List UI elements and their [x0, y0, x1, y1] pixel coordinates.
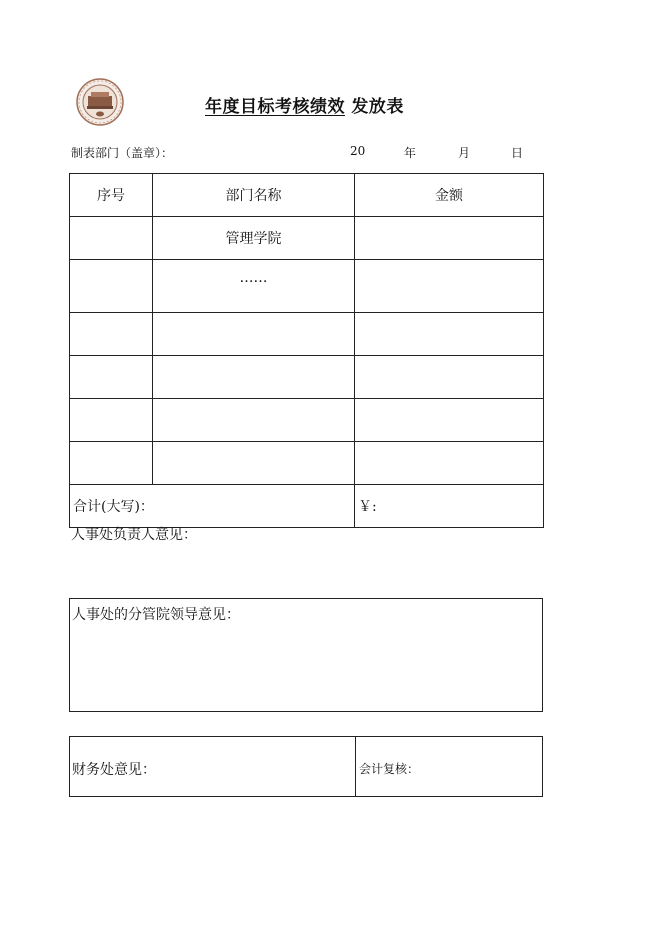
table-row	[70, 217, 544, 260]
cell-amount[interactable]	[355, 313, 544, 356]
cell-index[interactable]	[70, 217, 153, 260]
table-row	[70, 356, 544, 399]
total-row	[70, 485, 544, 528]
page-title	[205, 92, 404, 117]
cell-index[interactable]	[70, 313, 153, 356]
finance-opinion-label: 财务处意见：	[72, 762, 156, 778]
table-header-row	[70, 174, 544, 217]
cell-department[interactable]	[153, 399, 355, 442]
date-year-prefix: 20	[350, 144, 366, 158]
cell-index[interactable]	[70, 399, 153, 442]
hr-head-opinion-label: 人事处负责人意见：	[71, 527, 197, 543]
cell-amount[interactable]	[355, 356, 544, 399]
table-row	[70, 260, 544, 313]
cell-department[interactable]: 管理学院	[153, 217, 355, 260]
cell-index[interactable]	[70, 442, 153, 485]
cell-amount[interactable]	[355, 260, 544, 313]
table-row	[70, 399, 544, 442]
cell-department[interactable]	[153, 442, 355, 485]
header-index: 序号	[70, 174, 153, 217]
date-month-label: 月	[458, 146, 471, 160]
dept-label: 制表部门（盖章）：	[71, 146, 174, 160]
cell-amount[interactable]	[355, 217, 544, 260]
cell-department[interactable]	[153, 356, 355, 399]
university-seal-logo	[76, 78, 124, 126]
date-year-label: 年	[404, 146, 417, 160]
table-row	[70, 442, 544, 485]
title-main: 年度目标考核绩效	[205, 97, 345, 117]
finance-review-box	[69, 736, 543, 797]
total-currency[interactable]: ￥:	[355, 485, 544, 528]
cell-amount[interactable]	[355, 399, 544, 442]
finance-divider	[355, 737, 356, 796]
accounting-review-label: 会计复核：	[359, 762, 420, 776]
cell-amount[interactable]	[355, 442, 544, 485]
payment-table	[69, 173, 544, 528]
table-row	[70, 313, 544, 356]
cell-department[interactable]: ……	[153, 260, 355, 313]
header-amount: 金额	[355, 174, 544, 217]
hr-leader-opinion-box[interactable]	[69, 598, 543, 712]
total-label: 合计(大写)：	[70, 485, 355, 528]
hr-leader-opinion-label: 人事处的分管院领导意见：	[72, 607, 240, 623]
cell-index[interactable]	[70, 356, 153, 399]
date-day-label: 日	[511, 146, 524, 160]
cell-department[interactable]	[153, 313, 355, 356]
header-department: 部门名称	[153, 174, 355, 217]
title-suffix: 发放表	[351, 97, 404, 117]
cell-index[interactable]	[70, 260, 153, 313]
